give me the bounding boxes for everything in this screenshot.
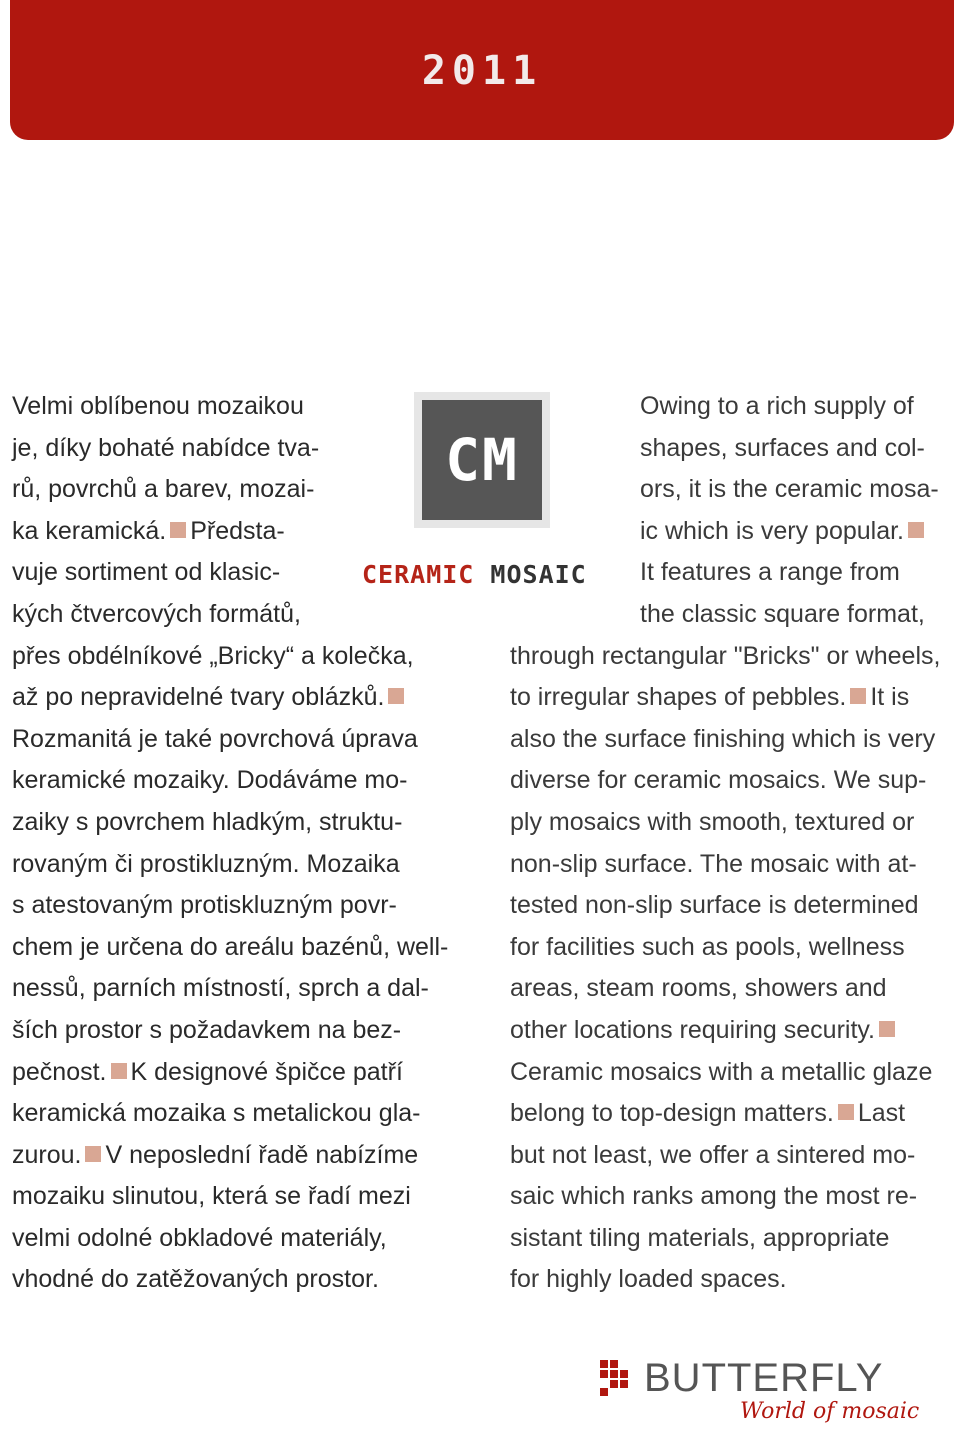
- czech-line: ka keramická.: [12, 516, 167, 545]
- english-line: the classic square format,: [640, 599, 925, 628]
- english-line: belong to top-design matters.: [510, 1099, 834, 1128]
- czech-line-with-bullet: [12, 677, 457, 719]
- english-line-with-bullet: [510, 1093, 954, 1135]
- english-line: through rectangular "Bricks" or wheels,: [510, 641, 941, 670]
- czech-line: keramická mozaika s metalickou gla-: [12, 1099, 421, 1128]
- english-line: It is: [870, 683, 910, 712]
- english-line: shapes, surfaces and col-: [640, 433, 925, 462]
- czech-line: Rozmanitá je také povrchová úprava: [12, 724, 418, 753]
- czech-line-with-bullet: [12, 1135, 457, 1177]
- czech-line: přes obdélníkové „Bricky“ a kolečka,: [12, 641, 414, 670]
- english-line-with-bullet: [510, 511, 954, 553]
- english-line: diverse for ceramic mosaics. We sup-: [510, 766, 927, 795]
- bullet-square-icon: [85, 1146, 101, 1162]
- czech-line: chem je určena do areálu bazénů, well-: [12, 932, 449, 961]
- czech-line-with-bullet: [12, 511, 457, 553]
- bullet-square-icon: [908, 522, 924, 538]
- bullet-square-icon: [879, 1021, 895, 1037]
- english-line: other locations requiring security.: [510, 1015, 875, 1044]
- english-line: to irregular shapes of pebbles.: [510, 683, 847, 712]
- logo-letters: CM: [445, 426, 519, 494]
- brand-name: BUTTERFLY: [644, 1356, 884, 1400]
- czech-line: mozaiku slinutou, která se řadí mezi: [12, 1182, 411, 1211]
- czech-line: kých čtvercových formátů,: [12, 599, 301, 628]
- bullet-square-icon: [838, 1104, 854, 1120]
- czech-line: Velmi oblíbenou mozaikou: [12, 392, 304, 420]
- english-text-column: [510, 386, 954, 1301]
- logo-caption-ceramic: CERAMIC: [362, 560, 475, 589]
- czech-line: V neposlední řadě nabízíme: [105, 1140, 419, 1169]
- bullet-square-icon: [388, 688, 404, 704]
- czech-line: Předsta-: [190, 516, 285, 545]
- english-line: It features a range from: [640, 558, 900, 587]
- english-line-with-bullet: [510, 677, 954, 719]
- czech-line: zurou.: [12, 1140, 82, 1169]
- english-line: sistant tiling materials, appropriate: [510, 1223, 890, 1252]
- english-line: areas, steam rooms, showers and: [510, 974, 887, 1003]
- czech-line: ších prostor s požadavkem na bez-: [12, 1015, 402, 1044]
- english-line: but not least, we offer a sintered mo-: [510, 1140, 916, 1169]
- english-line: ors, it is the ceramic mosa-: [640, 475, 939, 504]
- czech-line: vhodné do zatěžovaných prostor.: [12, 1265, 379, 1294]
- czech-line: až po nepravidelné tvary oblázků.: [12, 683, 385, 712]
- czech-line: zaiky s povrchem hladkým, struktu-: [12, 807, 403, 836]
- english-line-with-bullet: [510, 1010, 954, 1052]
- czech-line: rů, povrchů a barev, mozai-: [12, 475, 315, 504]
- english-line: non-slip surface. The mosaic with at-: [510, 849, 917, 878]
- english-line: ply mosaics with smooth, textured or: [510, 807, 915, 836]
- czech-line-with-bullet: [12, 1052, 457, 1094]
- czech-line: keramické mozaiky. Dodáváme mo-: [12, 766, 408, 795]
- english-line: also the surface finishing which is very: [510, 724, 936, 753]
- english-line: Ceramic mosaics with a metallic glaze: [510, 1057, 933, 1086]
- czech-line: K designové špičce patří: [130, 1057, 403, 1086]
- czech-line: velmi odolné obkladové materiály,: [12, 1223, 387, 1252]
- english-line: for highly loaded spaces.: [510, 1265, 787, 1294]
- czech-line: rovaným či prostikluzným. Mozaika: [12, 849, 400, 878]
- czech-line: vuje sortiment od klasic-: [12, 558, 281, 587]
- english-line: Last: [857, 1099, 906, 1128]
- bullet-square-icon: [170, 522, 186, 538]
- year-title: 2011: [421, 48, 543, 94]
- brand-tagline: World of mosaic: [740, 1399, 920, 1424]
- bullet-square-icon: [850, 688, 866, 704]
- english-line: for facilities such as pools, wellness: [510, 932, 905, 961]
- english-line: Owing to a rich supply of: [640, 392, 914, 420]
- czech-text-column: [12, 386, 457, 1301]
- czech-line: je, díky bohaté nabídce tva-: [12, 433, 320, 462]
- butterfly-brand: [600, 1355, 920, 1435]
- bullet-square-icon: [111, 1063, 127, 1079]
- czech-line: pečnost.: [12, 1057, 107, 1086]
- czech-line: nessů, parních místností, sprch a dal-: [12, 974, 429, 1003]
- butterfly-logo-icon: [600, 1360, 636, 1396]
- czech-line: s atestovaným protiskluzným povr-: [12, 891, 397, 920]
- english-line: saic which ranks among the most re-: [510, 1182, 918, 1211]
- english-line: tested non-slip surface is determined: [510, 891, 919, 920]
- header-banner: [10, 0, 954, 140]
- english-line: ic which is very popular.: [640, 516, 905, 545]
- logo-caption-mosaic: MOSAIC: [490, 560, 587, 589]
